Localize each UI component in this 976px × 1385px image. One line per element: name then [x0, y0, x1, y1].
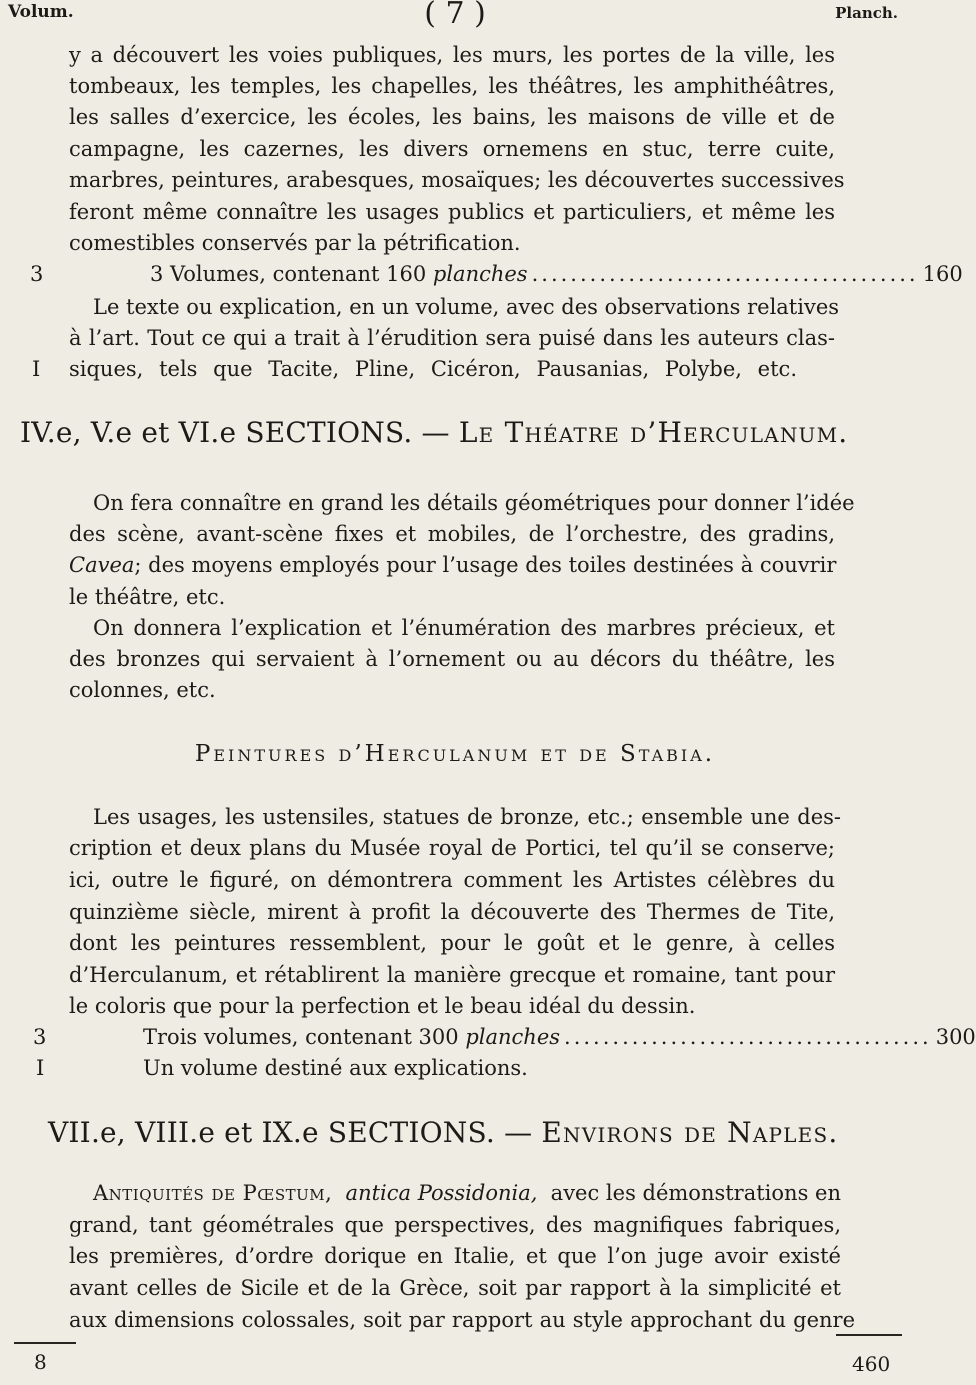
text-line: grand, tant géométrales que perspectives, des magnifiques fabriques,: [69, 1213, 841, 1237]
text-line: Le texte ou explication, en un volume, avec des observations relatives: [93, 295, 840, 319]
text-line: comestibles conservés par la pétrification.: [69, 231, 521, 255]
header-plates-label: Planch.: [835, 4, 898, 22]
text-line: à l’art. Tout ce qui a trait à l’érudition sera puisé dans les auteurs clas-: [69, 326, 835, 350]
text-line: cription et deux plans du Musée royal de Portici, tel qu’il se conserve;: [69, 836, 835, 860]
text-line: Cavea ; des moyens employés pour l’usage des toiles destinées à couvrir: [69, 550, 835, 581]
total-volumes: 8: [34, 1350, 47, 1374]
entry-label: 3 Volumes, contenant 160 planches: [150, 262, 528, 286]
text-line: siques, tels que Tacite, Pline, Cicéron, Pausanias, Polybe, etc.: [69, 357, 797, 381]
text-line: y a découvert les voies publiques, les murs, les portes de la ville, les: [69, 43, 835, 67]
text-line: le théâtre, etc.: [69, 585, 226, 609]
dot-leader: ......................................: [564, 1025, 932, 1049]
total-plates: 460: [852, 1352, 891, 1376]
text-line: avant celles de Sicile et de la Grèce, soit par rapport à la simplicité et: [69, 1276, 841, 1300]
dot-leader: ........................................: [531, 262, 919, 286]
text-line: feront même connaître les usages publics et particuliers, et même les: [69, 200, 835, 224]
text-line: dont les peintures ressemblent, pour le goût et le genre, à celles: [69, 931, 835, 955]
text-line: d’Herculanum, et rétablirent la manière grecque et romaine, tant pour: [69, 963, 835, 987]
text-line: tombeaux, les temples, les chapelles, les théâtres, les amphithéâtres,: [69, 74, 835, 98]
text-line: des scène, avant-scène fixes et mobiles, de l’orchestre, des gradins,: [69, 522, 835, 546]
section-heading: [20, 415, 848, 451]
text-line: marbres, peintures, arabesques, mosaïques; les découvertes successives: [69, 168, 845, 192]
paestum-italic: antica Possidonia,: [345, 1181, 538, 1205]
page-number: ( 7 ): [424, 0, 486, 31]
text-line: [93, 1178, 841, 1209]
volume-count: 3: [30, 262, 44, 286]
section-numbers: VII.e, VIII.e et IX.e SECTIONS. —: [48, 1116, 533, 1149]
volume-count: 3: [33, 1025, 47, 1049]
text-line: colonnes, etc.: [69, 678, 216, 702]
text-line: On fera connaître en grand les détails géométriques pour donner l’idée: [93, 491, 855, 515]
volume-count: I: [36, 1056, 45, 1080]
paestum-lead: Antiquités de Pœstum,: [93, 1181, 333, 1205]
text-line: campagne, les cazernes, les divers ornemens en stuc, terre cuite,: [69, 137, 835, 161]
section-heading: [48, 1115, 838, 1151]
text-line: Les usages, les ustensiles, statues de bronze, etc.; ensemble une des-: [93, 805, 841, 829]
plates-count: 160: [922, 262, 963, 286]
plates-entry: [143, 1022, 976, 1053]
total-rule-left: [14, 1342, 76, 1344]
total-rule-right: [836, 1334, 902, 1336]
plates-count: 300: [935, 1025, 976, 1049]
text-line: les salles d’exercice, les écoles, les bains, les maisons de ville et de: [69, 105, 835, 129]
text-line: quinzième siècle, mirent à profit la découverte des Thermes de Tite,: [69, 900, 835, 924]
section-title: Le Théatre d’Herculanum.: [458, 416, 849, 449]
paestum-rest: avec les démonstrations en: [550, 1181, 841, 1205]
text-line: On donnera l’explication et l’énumération des marbres précieux, et: [93, 616, 835, 640]
text-line: ici, outre le figuré, on démontrera comment les Artistes célèbres du: [69, 868, 835, 892]
cavea-term: Cavea: [69, 553, 135, 577]
entry-label: Un volume destiné aux explications.: [143, 1056, 528, 1080]
section-title: Environs de Naples.: [541, 1116, 839, 1149]
section-numbers: IV.e, V.e et VI.e SECTIONS. —: [20, 416, 450, 449]
plates-entry: [150, 259, 963, 290]
volume-count: I: [32, 357, 41, 381]
header-volume-label: Volum.: [8, 2, 74, 22]
text-line: aux dimensions colossales, soit par rapport au style approchant du genre: [69, 1308, 855, 1332]
text-line: des bronzes qui servaient à l’ornement ou au décors du théâtre, les: [69, 647, 835, 671]
entry-label: Trois volumes, contenant 300 planches: [143, 1025, 561, 1049]
text-line: le coloris que pour la perfection et le beau idéal du dessin.: [69, 994, 696, 1018]
subsection-heading: Peintures d’Herculanum et de Stabia.: [194, 741, 716, 767]
text-line: les premières, d’ordre dorique en Italie, et que l’on juge avoir existé: [69, 1244, 841, 1268]
